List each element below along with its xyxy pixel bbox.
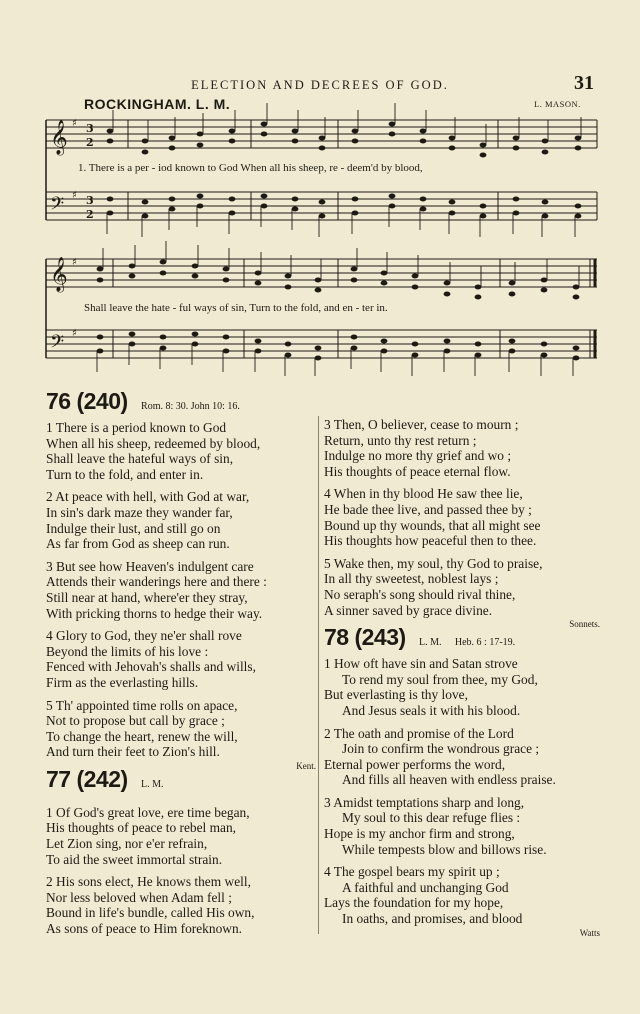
hymn-76-reference: Rom. 8: 30. John 10: 16. [141, 401, 240, 412]
verse-line: 3 Then, O believer, cease to mourn ; [324, 417, 519, 432]
verse-line: 4 Glory to God, they ne'er shall rove [46, 628, 242, 644]
verse-line: A sinner saved by grace divine. [324, 602, 493, 618]
hymn-76-number: 76 (240) [46, 388, 128, 414]
verse-line: Bound up thy wounds, that all might see [324, 517, 541, 533]
composer-credit: L. MASON. [534, 99, 581, 109]
svg-text:2: 2 [86, 208, 94, 221]
tune-name: ROCKINGHAM. L. M. [84, 96, 231, 112]
verse-line: 1 There is a period known to God [46, 420, 227, 435]
verse-line: And fills all heaven with endless praise. [342, 772, 556, 788]
verse-line: A faithful and unchanging God [342, 879, 509, 895]
verse-line: To change the heart, renew the will, [46, 728, 238, 744]
verse-line: In oaths, and promises, and blood [342, 911, 523, 927]
verse-line: And Jesus seals it with his blood. [342, 702, 521, 718]
music-score [0, 0, 640, 380]
verse-line: Return, unto thy rest return ; [324, 432, 477, 448]
verse-line: 2 His sons elect, He knows them well, [46, 874, 251, 890]
verse-line: 1 Of God's great love, ere time began, [46, 804, 250, 820]
svg-text:3: 3 [86, 122, 94, 135]
svg-text:♯: ♯ [72, 118, 77, 129]
verse-line: Attends their wanderings here and there : [46, 574, 267, 590]
verse-line: 2 The oath and promise of the Lord [324, 725, 514, 741]
hymn-78-reference: Heb. 6 : 17-19. [454, 637, 516, 649]
hymn-77-number: 77 (242) [46, 765, 128, 792]
verse-line: To rend my soul from thee, my God, [342, 671, 538, 687]
verse-line: He bade thee live, and passed thee by ; [324, 501, 532, 517]
verse-line: 2 At peace with hell, with God at war, [46, 489, 250, 505]
verse-line: When all his sheep, redeemed by blood, [46, 435, 261, 451]
verse-line: While tempests blow and billows rise. [342, 841, 547, 857]
verse-line: Bound in life's bundle, called His own, [46, 905, 255, 921]
verse-line: Fenced with Jehovah's shalls and wills, [46, 659, 256, 675]
verse-line: My soul to this dear refuge flies : [342, 810, 521, 826]
right-column [324, 417, 600, 939]
treble-clef-icon: 𝄞 [50, 120, 68, 155]
left-column [46, 388, 316, 937]
verse-line: In all thy sweetest, noblest lays ; [324, 571, 499, 587]
verse-line: 4 When in thy blood He saw thee lie, [324, 486, 523, 502]
hymn-76-heading [46, 388, 316, 420]
verse-line: Indulge their lust, and still go on [46, 520, 221, 536]
hymn-77-meter: L. M. [141, 778, 164, 790]
verse-line: 4 The gospel bears my spirit up ; [324, 864, 500, 880]
staff-treble-1 [46, 120, 597, 148]
verse-line: Eternal power performs the word, [324, 756, 506, 772]
svg-text:♯: ♯ [72, 257, 77, 268]
verse-line: Let Zion sing, nor e'er refrain, [46, 836, 208, 852]
verse-line: With pricking thorns to hedge their way. [46, 605, 263, 621]
hymn-78-number: 78 (243) [324, 624, 406, 651]
verse-line: But everlasting is thy love, [324, 687, 468, 703]
verse-line: Firm as the everlasting hills. [46, 674, 199, 690]
hymn-77-attribution: Sonnets. [569, 619, 600, 630]
verse-line: Still near at hand, where'er they stray, [46, 589, 248, 605]
verse-line: Shall leave the hateful ways of sin, [46, 451, 234, 467]
page-number: 31 [574, 72, 594, 94]
verse-line: 5 Th' appointed time rolls on apace, [46, 697, 238, 713]
verse-line: His thoughts of peace eternal flow. [324, 463, 511, 479]
verse-line: 3 Amidst temptations sharp and long, [324, 794, 525, 810]
verse-line: In sin's dark maze they wander far, [46, 504, 233, 520]
bass-clef-icon: 𝄢 [50, 332, 65, 357]
running-title: ELECTION AND DECREES OF GOD. [191, 78, 449, 92]
column-divider [318, 416, 319, 934]
hymn-78-attribution: Watts [579, 927, 600, 938]
hymn-78-meter: L. M. [419, 637, 442, 649]
verse-line: 1 How oft have sin and Satan strove [324, 656, 518, 672]
verse-line: Indulge no more thy grief and wo ; [324, 448, 512, 464]
verse-line: His thoughts how peaceful then to thee. [324, 533, 537, 549]
svg-text:2: 2 [86, 136, 94, 149]
verse-line: Lays the foundation for my hope, [324, 895, 504, 911]
verse-line: 5 Wake then, my soul, thy God to praise, [324, 555, 543, 571]
treble-clef-icon: 𝄞 [50, 257, 68, 292]
hymn-76-attribution: Kent. [296, 760, 316, 771]
verse-line: Hope is my anchor firm and strong, [324, 826, 515, 842]
svg-text:♯: ♯ [72, 190, 77, 201]
verse-line: And turn their feet to Zion's hill. [46, 744, 220, 760]
verse-line: Nor less beloved when Adam fell ; [46, 889, 232, 905]
bass-clef-icon: 𝄢 [50, 194, 65, 219]
verse-line: Join to confirm the wondrous grace ; [342, 741, 540, 757]
verse-line: Beyond the limits of his love : [46, 643, 209, 659]
verse-line: No seraph's song should rival thine, [324, 586, 516, 602]
svg-text:♯: ♯ [72, 328, 77, 339]
verse-line: As sons of peace to Him foreknown. [46, 921, 242, 937]
lyrics-line-1: 1. There is a per - iod known to God When all his sheep, re - deem'd by blood, [78, 162, 423, 174]
svg-text:3: 3 [86, 194, 94, 207]
lyrics-line-2: Shall leave the hate - ful ways of sin, Turn to the fold, and en - ter in. [84, 302, 388, 314]
verse-line: 3 But see how Heaven's indulgent care [46, 558, 254, 574]
verse-line: His thoughts of peace to rebel man, [46, 820, 237, 836]
verse-line: As far from God as sheep can run. [46, 536, 230, 552]
verse-line: To aid the sweet immortal strain. [46, 851, 223, 867]
verse-line: Not to propose but call by grace ; [46, 713, 225, 729]
verse-line: Turn to the fold, and enter in. [46, 466, 204, 482]
